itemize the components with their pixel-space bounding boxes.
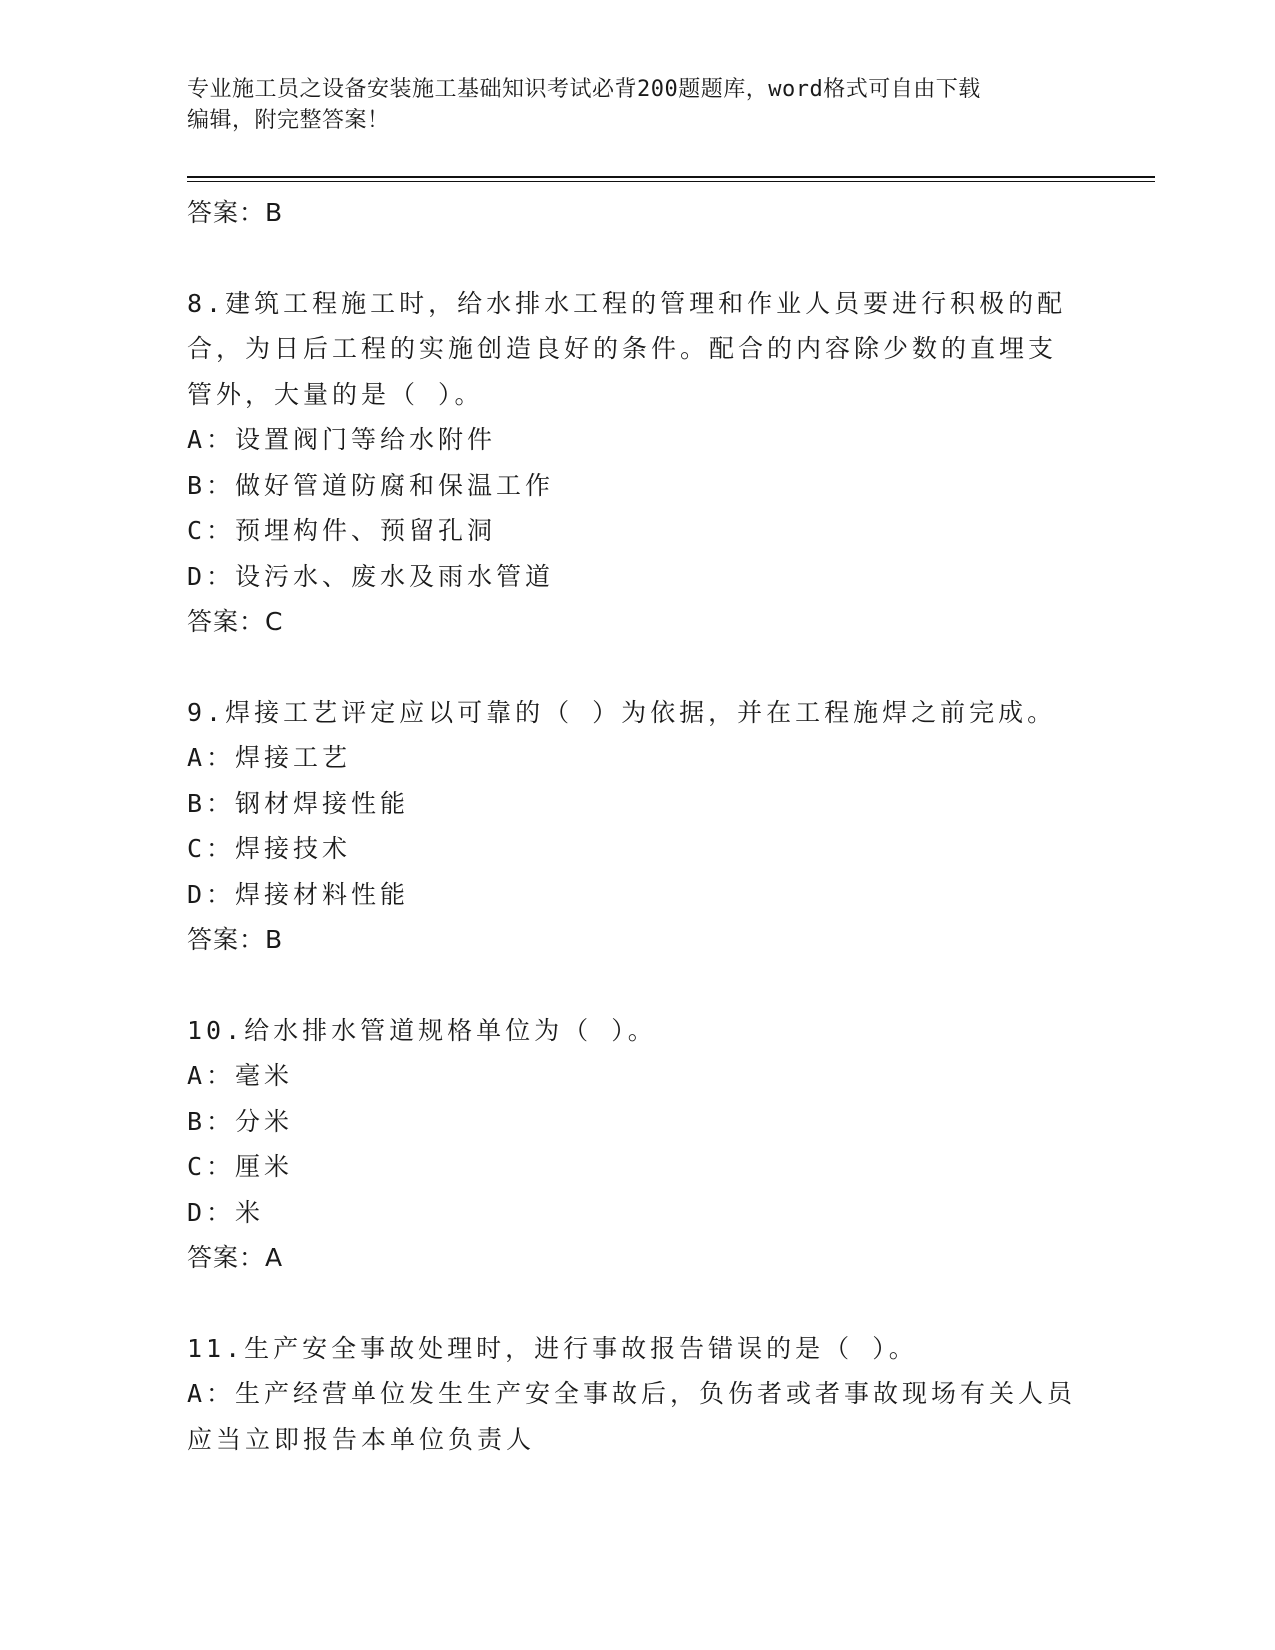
question-8 <box>187 281 1087 645</box>
spacer <box>187 236 1087 281</box>
previous-answer: 答案：B <box>187 198 284 227</box>
option-b: B：分米 <box>187 1106 294 1136</box>
question-stem-line: 管外，大量的是（ ）。 <box>187 379 484 409</box>
option-c: C：预埋构件、预留孔洞 <box>187 516 497 545</box>
option-b: B：钢材焊接性能 <box>187 788 410 818</box>
option-d: D：设污水、废水及雨水管道 <box>187 561 555 591</box>
question-stem-line: 合，为日后工程的实施创造良好的条件。配合的内容除少数的直埋支 <box>187 334 1058 363</box>
question-stem-line: 11.生产安全事故处理时，进行事故报告错误的是（ ）。 <box>187 1333 918 1363</box>
option-c: C：厘米 <box>187 1152 294 1181</box>
question-11 <box>187 1326 1087 1463</box>
answer-line: 答案：B <box>187 925 284 954</box>
question-9 <box>187 690 1087 963</box>
header-title-line-1: 专业施工员之设备安装施工基础知识考试必背200题题库，word格式可自由下载 <box>187 77 981 102</box>
question-list <box>187 190 1087 1462</box>
spacer <box>187 645 1087 690</box>
answer-line: 答案：C <box>187 607 284 636</box>
question-stem-line: 8.建筑工程施工时，给水排水工程的管理和作业人员要进行积极的配 <box>187 288 1067 318</box>
option-b: B：做好管道防腐和保温工作 <box>187 470 555 500</box>
question-stem-line: 10.给水排水管道规格单位为（ ）。 <box>187 1015 657 1045</box>
answer-line: 答案：A <box>187 1243 284 1272</box>
header-title-line-2: 编辑，附完整答案！ <box>187 108 390 133</box>
option-a: A：设置阀门等给水附件 <box>187 425 497 454</box>
question-10 <box>187 1008 1087 1281</box>
header-divider-thick <box>187 176 1155 178</box>
option-a: A：毫米 <box>187 1061 294 1090</box>
option-d: D：焊接材料性能 <box>187 879 410 909</box>
option-a: A：焊接工艺 <box>187 743 352 772</box>
spacer <box>187 963 1087 1008</box>
option-a: A：生产经营单位发生生产安全事故后，负伤者或者事故现场有关人员 <box>187 1379 1077 1408</box>
spacer <box>187 1281 1087 1326</box>
option-a-continued: 应当立即报告本单位负责人 <box>187 1424 536 1454</box>
option-d: D：米 <box>187 1197 265 1227</box>
question-stem-line: 9.焊接工艺评定应以可靠的（ ）为依据，并在工程施焊之前完成。 <box>187 697 1057 727</box>
option-c: C：焊接技术 <box>187 834 352 863</box>
document-header <box>187 74 1087 136</box>
header-divider-thin <box>187 181 1155 182</box>
